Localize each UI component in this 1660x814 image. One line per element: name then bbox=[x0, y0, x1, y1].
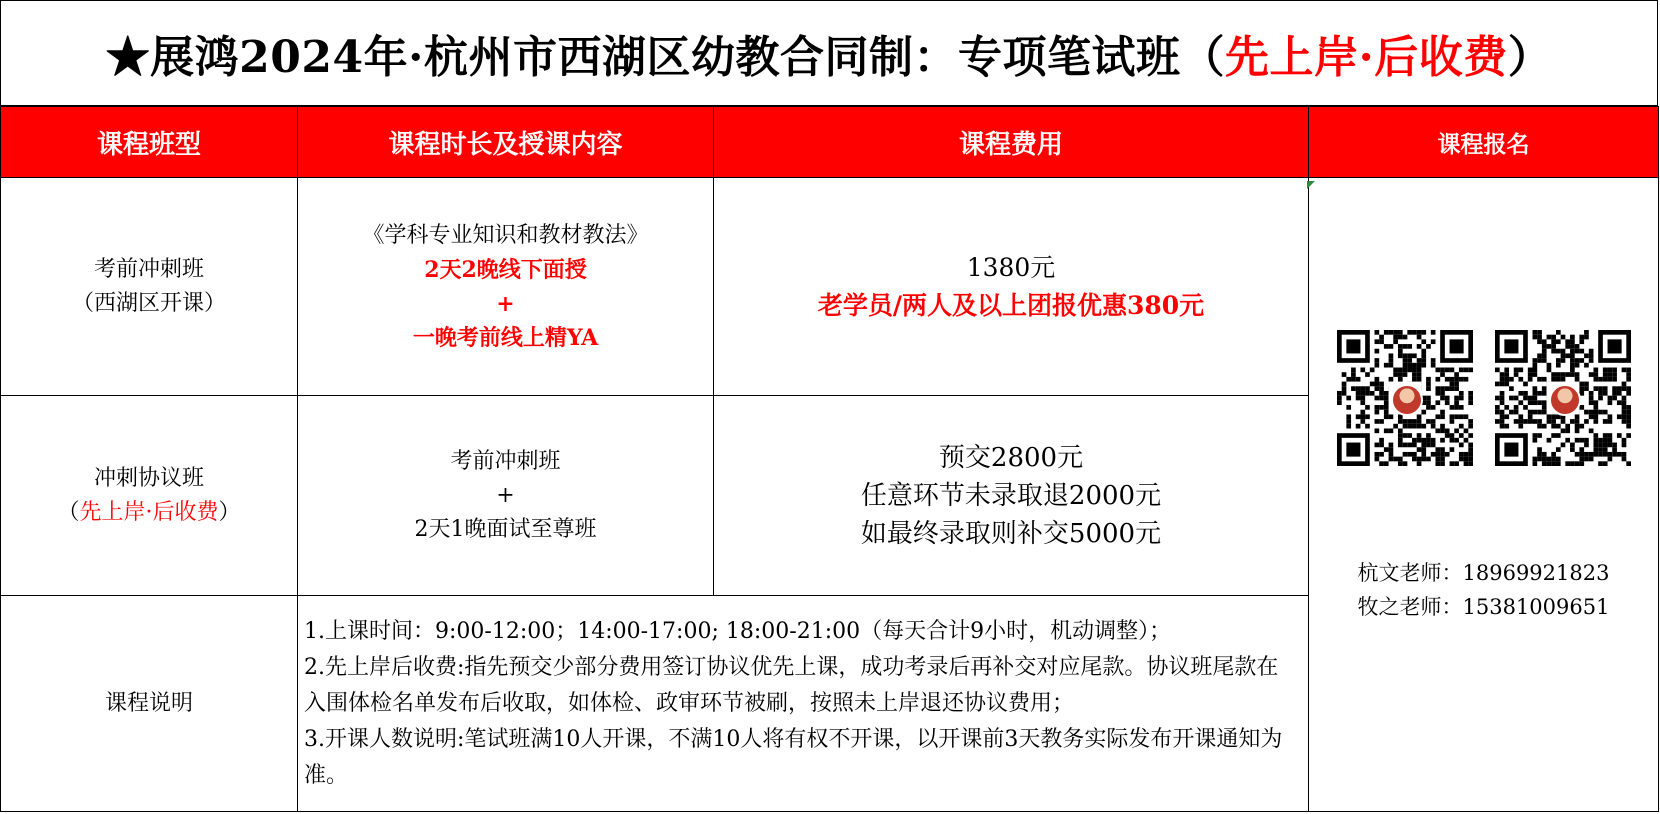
course-fee-cell bbox=[714, 178, 1309, 396]
page-title bbox=[0, 0, 1658, 106]
course-fee-cell bbox=[714, 396, 1309, 596]
fee-discount: 老学员/两人及以上团报优惠380元 bbox=[817, 290, 1205, 320]
contact-line: 杭文老师：18969921823 bbox=[1357, 561, 1610, 585]
header-course-fee: 课程费用 bbox=[714, 107, 1309, 178]
note-line: 3.开课人数说明:笔试班满10人开课，不满10人将有权不开课，以开课前3天教务实际发布开课通知为准。 bbox=[304, 726, 1283, 788]
header-course-type: 课程班型 bbox=[1, 107, 298, 178]
header-course-content: 课程时长及授课内容 bbox=[298, 107, 714, 178]
fee-line: 1380元 bbox=[966, 252, 1056, 282]
content-line: 一晚考前线上精YA bbox=[412, 324, 599, 351]
content-line: + bbox=[496, 482, 515, 508]
content-line: + bbox=[496, 290, 515, 317]
fee-line: 预交2800元 bbox=[938, 442, 1084, 473]
cell-comment-marker bbox=[1307, 181, 1315, 189]
title-prefix: ★展鸿2024年·杭州市西湖区幼教合同制：专项笔试班（ bbox=[105, 32, 1225, 83]
qr-code-icon[interactable] bbox=[1495, 330, 1631, 466]
header-course-signup: 课程报名 bbox=[1309, 107, 1659, 178]
course-type-highlight: 先上岸·后收费 bbox=[79, 499, 219, 525]
note-line: 1.上课时间：9:00-12:00；14:00-17:00; 18:00-21:00（每天合计9小时，机动调整）； bbox=[304, 618, 1172, 644]
title-suffix: ） bbox=[1507, 32, 1553, 83]
content-line: 2天1晚面试至尊班 bbox=[414, 516, 597, 542]
course-table bbox=[0, 106, 1659, 812]
table-row bbox=[1, 178, 1659, 396]
contact-line: 牧之老师：15381009651 bbox=[1357, 595, 1610, 619]
course-type-name: 考前冲刺班 bbox=[93, 256, 204, 282]
course-type-name: 冲刺协议班 bbox=[93, 465, 204, 491]
avatar bbox=[1549, 384, 1581, 416]
note-line: 2.先上岸后收费:指先预交少部分费用签订协议优先上课，成功考录后再补交对应尾款。协议班尾款在入围体检名单发布后收取，如体检、政审环节被刷，按照未上岸退还协议费用； bbox=[304, 654, 1279, 716]
course-type-note: （先上岸·后收费） bbox=[57, 499, 241, 525]
title-highlight: 先上岸·后收费 bbox=[1224, 32, 1508, 83]
course-type-location: （西湖区开课） bbox=[71, 290, 226, 316]
table-header-row bbox=[1, 107, 1659, 178]
qr-code-icon[interactable] bbox=[1337, 330, 1473, 466]
course-content-cell bbox=[298, 396, 714, 596]
course-content-cell bbox=[298, 178, 714, 396]
contact-list bbox=[1358, 556, 1610, 624]
notes-cell bbox=[298, 596, 1309, 812]
notes-label: 课程说明 bbox=[1, 596, 298, 812]
fee-line: 如最终录取则补交5000元 bbox=[860, 518, 1162, 549]
content-line: 考前冲刺班 bbox=[450, 448, 561, 474]
avatar bbox=[1391, 384, 1423, 416]
signup-cell bbox=[1309, 178, 1659, 812]
content-line: 2天2晚线下面授 bbox=[424, 256, 587, 283]
content-line: 《学科专业知识和教材教法》 bbox=[362, 222, 649, 248]
course-type-cell bbox=[1, 396, 298, 596]
fee-line: 任意环节未录取退2000元 bbox=[860, 480, 1162, 511]
qr-code-group bbox=[1309, 330, 1658, 466]
course-type-cell bbox=[1, 178, 298, 396]
